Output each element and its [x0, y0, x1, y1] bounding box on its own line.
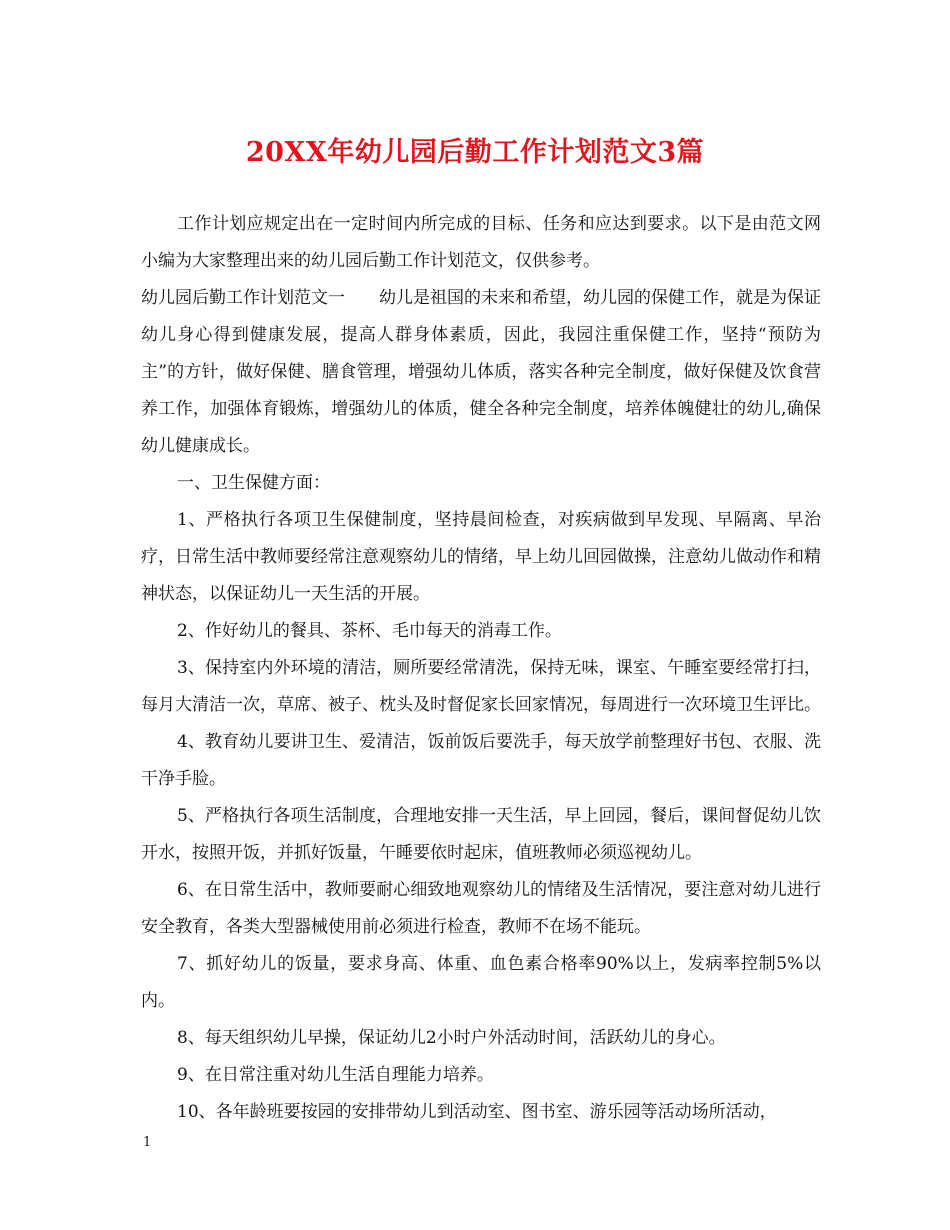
paragraph: 5、严格执行各项生活制度，合理地安排一天生活，早上回园，餐后，课间督促幼儿饮开水，按照开饭，并抓好饭量，午睡要依时起床，值班教师必须巡视幼儿。 [141, 806, 821, 863]
paragraph: 4、教育幼儿要讲卫生、爱清洁，饭前饭后要洗手，每天放学前整理好书包、衣服、洗干净手脸。 [141, 732, 821, 789]
paragraph: 幼儿园后勤工作计划范文一 幼儿是祖国的未来和希望，幼儿园的保健工作，就是为保证幼儿身心得到健康发展，提高人群身体素质，因此，我园注重保健工作，坚持“预防为主”的方针，做好保健、膳食管理，增强幼儿体质，落实各种完全制度，做好保健及饮食营养工作，加强体育锻炼，增强幼儿的体质，健全各种完全制度，培养体魄健壮的幼儿,确保幼儿健康成长。 [141, 288, 821, 456]
paragraph: 9、在日常注重对幼儿生活自理能力培养。 [177, 1065, 494, 1085]
paragraph: 7、抓好幼儿的饭量，要求身高、体重、血色素合格率90%以上，发病率控制5%以内。 [141, 954, 821, 1011]
paragraph: 工作计划应规定出在一定时间内所完成的目标、任务和应达到要求。以下是由范文网小编为大家整理出来的幼儿园后勤工作计划范文，仅供参考。 [141, 214, 821, 271]
paragraph: 8、每天组织幼儿早操，保证幼儿2小时户外活动时间，活跃幼儿的身心。 [177, 1028, 726, 1048]
section-heading: 一、卫生保健方面： [177, 473, 330, 493]
paragraph: 10、各年龄班要按园的安排带幼儿到活动室、图书室、游乐园等活动场所活动， [177, 1102, 777, 1122]
document-title: 20XX年幼儿园后勤工作计划范文3篇 [245, 137, 705, 168]
paragraph: 2、作好幼儿的餐具、茶杯、毛巾每天的消毒工作。 [177, 621, 562, 641]
paragraph: 6、在日常生活中，教师要耐心细致地观察幼儿的情绪及生活情况，要注意对幼儿进行安全教育，各类大型器械使用前必须进行检查，教师不在场不能玩。 [141, 880, 821, 937]
document-body [141, 206, 821, 1131]
paragraph: 3、保持室内外环境的清洁，厕所要经常清洗，保持无味，课室、午睡室要经常打扫，每月大清洁一次，草席、被子、枕头及时督促家长回家情况，每周进行一次环境卫生评比。 [141, 658, 821, 715]
paragraph: 1、严格执行各项卫生保健制度，坚持晨间检查，对疾病做到早发现、早隔离、早治疗，日常生活中教师要经常注意观察幼儿的情绪，早上幼儿回园做操，注意幼儿做动作和精神状态，以保证幼儿一天生活的开展。 [141, 510, 821, 604]
page-number: 1 [143, 1135, 152, 1150]
